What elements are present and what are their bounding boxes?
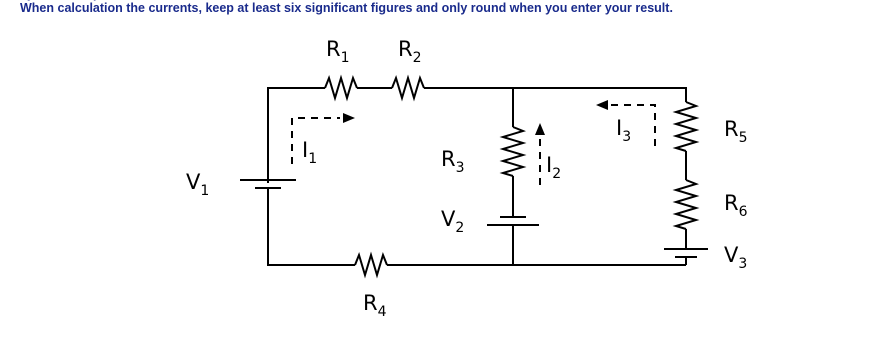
resistor-r2-zigzag <box>392 78 424 98</box>
label-i3: $I_3$ <box>616 116 632 145</box>
resistor-r1-zigzag <box>325 78 357 98</box>
resistor-r3-zigzag <box>503 127 523 176</box>
loop-i3-arrowhead <box>596 100 608 110</box>
top-left-wire <box>268 88 325 183</box>
resistor-r4-zigzag <box>355 255 387 275</box>
top-wire-right <box>424 88 686 102</box>
label-v1: $V_1$ <box>186 170 210 199</box>
label-i2: $I_2$ <box>546 153 562 182</box>
loop-i2-arrowhead <box>535 123 545 135</box>
label-r3: $R_3$ <box>441 147 465 176</box>
label-r6: $R_6$ <box>724 191 748 220</box>
label-v2: $V_2$ <box>441 207 465 236</box>
label-r4: $R_4$ <box>363 291 387 320</box>
resistor-r5-zigzag <box>676 102 696 151</box>
label-v3: $V_3$ <box>724 243 748 272</box>
label-r2: $R_2$ <box>398 37 422 66</box>
label-i1: $I_1$ <box>302 138 318 167</box>
label-r1: $R_1$ <box>326 37 350 66</box>
resistor-r6-zigzag <box>676 180 696 229</box>
instruction-line: When calculation the currents, keep at least six significant figures and only round when you enter your result. <box>20 1 673 15</box>
label-r5: $R_5$ <box>724 117 748 146</box>
loop-i1-arrowhead <box>343 113 355 123</box>
left-lower-wire <box>268 188 355 265</box>
